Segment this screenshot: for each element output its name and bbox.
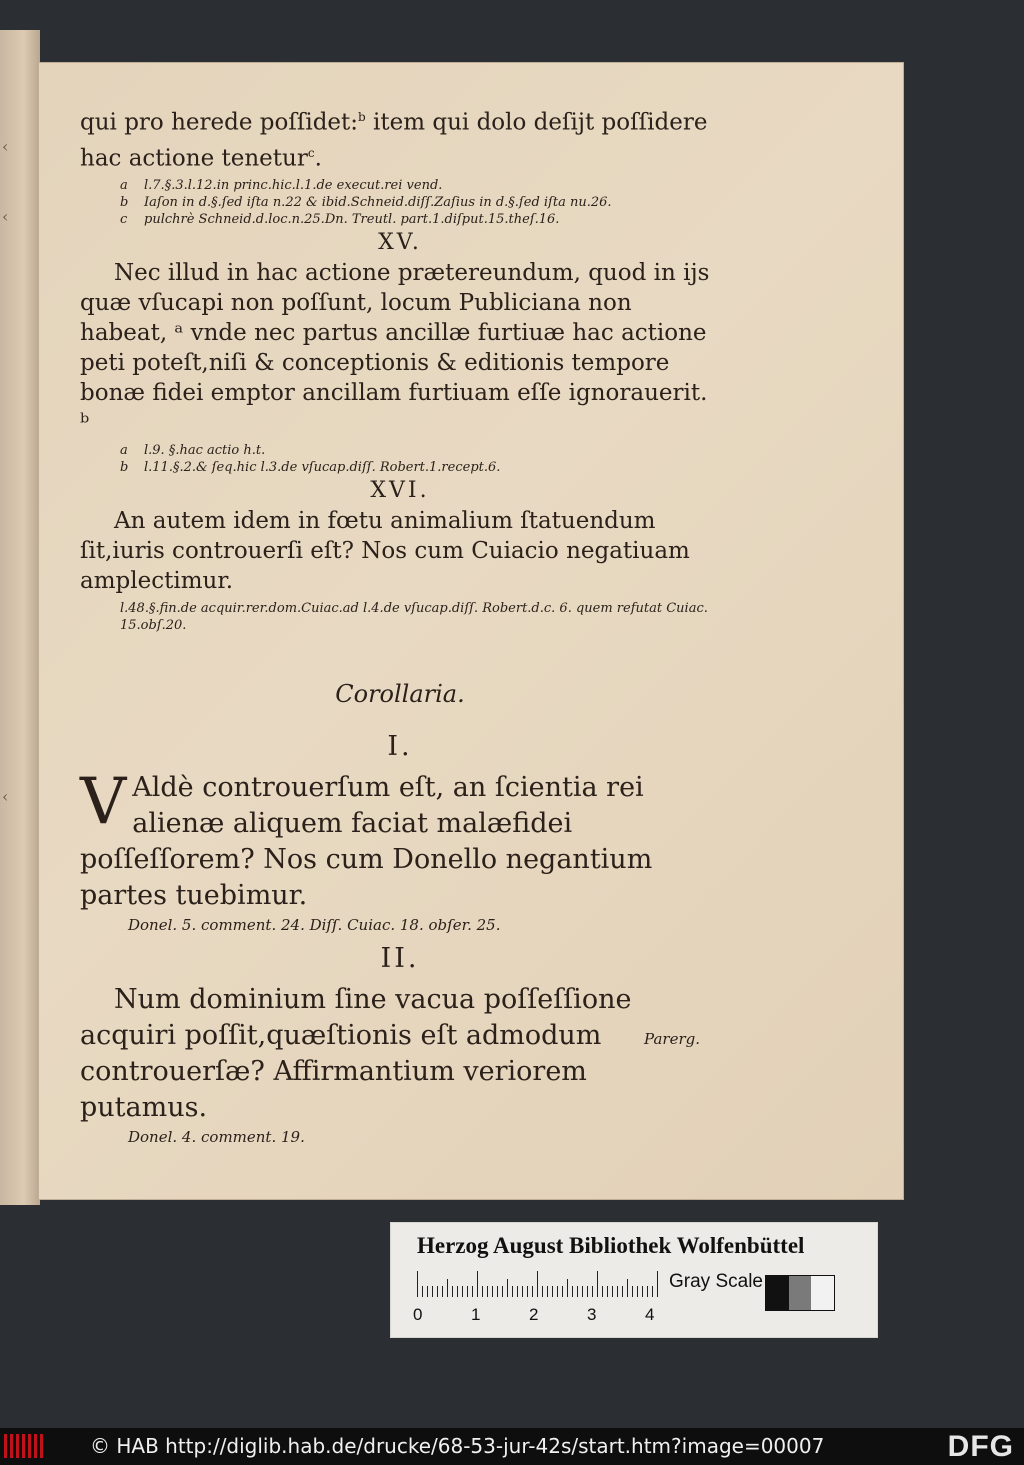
corollary-i: V Aldè controuerſum eſt, an ſcientia rei alienæ aliquem faciat malæfidei poſſeſſorem? Nos cum Donello negantium partes tuebimur. bbox=[80, 765, 653, 912]
ruler-tick bbox=[472, 1286, 473, 1297]
gray-scale-swatch bbox=[765, 1275, 835, 1311]
ruler-number: 2 bbox=[529, 1305, 539, 1324]
dfg-logo: DFG bbox=[947, 1430, 1014, 1463]
ruler-tick bbox=[477, 1271, 478, 1297]
paragraph-xvi: An autem idem in fœtu animalium ſtatuendum ſit,iuris controuerſi eſt? Nos cum Cuiacio negatiuam amplectimur. bbox=[80, 508, 690, 595]
drop-cap: V bbox=[80, 765, 127, 840]
ruler-tick bbox=[607, 1286, 608, 1297]
ruler-tick bbox=[597, 1271, 598, 1297]
ruler-tick bbox=[567, 1279, 568, 1297]
citation: Donel. 4. comment. 19. bbox=[128, 1128, 305, 1147]
ruler-tick bbox=[547, 1286, 548, 1297]
ruler-tick bbox=[592, 1286, 593, 1297]
catchword: Parerg. bbox=[644, 1030, 700, 1048]
ruler-tick bbox=[632, 1286, 633, 1297]
ruler-number: 0 bbox=[413, 1305, 423, 1324]
ruler-tick bbox=[627, 1279, 628, 1297]
ruler-tick bbox=[637, 1286, 638, 1297]
adjacent-page-edge bbox=[0, 30, 40, 1205]
ruler-tick bbox=[527, 1286, 528, 1297]
corollary-heading: I. bbox=[387, 731, 413, 763]
gray-swatch-light bbox=[811, 1276, 834, 1310]
ruler-tick bbox=[427, 1286, 428, 1297]
ruler-tick bbox=[587, 1286, 588, 1297]
footnotes-xv bbox=[120, 442, 720, 476]
sliver-mark: ‹ bbox=[2, 787, 9, 806]
section-heading: XVI. bbox=[370, 478, 430, 504]
ruler-tick bbox=[602, 1286, 603, 1297]
ruler-tick bbox=[577, 1286, 578, 1297]
ruler-tick bbox=[647, 1286, 648, 1297]
ruler-tick bbox=[622, 1286, 623, 1297]
ruler-tick bbox=[502, 1286, 503, 1297]
ruler-number: 4 bbox=[645, 1305, 655, 1324]
ruler-tick bbox=[457, 1286, 458, 1297]
ruler-tick bbox=[617, 1286, 618, 1297]
source-url[interactable]: © HAB http://diglib.hab.de/drucke/68-53-jur-42s/start.htm?image=00007 bbox=[90, 1434, 825, 1458]
footnote: a l.9. §.hac actio h.t. bbox=[120, 443, 266, 459]
ruler-tick bbox=[532, 1286, 533, 1297]
ruler-tick bbox=[572, 1286, 573, 1297]
page-text-block bbox=[80, 102, 720, 1148]
sliver-mark: ‹ bbox=[2, 207, 9, 226]
gray-swatch-dark bbox=[766, 1276, 789, 1310]
ruler-tick bbox=[517, 1286, 518, 1297]
viewer-footer bbox=[0, 1428, 1024, 1465]
ruler-tick bbox=[432, 1286, 433, 1297]
ruler-tick bbox=[492, 1286, 493, 1297]
gray-scale-label: Gray Scale bbox=[669, 1271, 763, 1292]
ruler-tick bbox=[482, 1286, 483, 1297]
ruler-tick bbox=[552, 1286, 553, 1297]
hab-logo-icon bbox=[4, 1434, 48, 1458]
ruler-tick bbox=[422, 1286, 423, 1297]
gray-swatch-mid bbox=[789, 1276, 812, 1310]
library-name: Herzog August Bibliothek Wolfenbüttel bbox=[417, 1233, 805, 1258]
ruler-tick bbox=[612, 1286, 613, 1297]
footnote: l.48.§.fin.de acquir.rer.dom.Cuiac.ad l.4.de vſucap.diſſ. Robert.d.c. 6. quem refutat Cuiac. 15.obſ.20. bbox=[120, 601, 708, 634]
ruler-number: 1 bbox=[471, 1305, 481, 1324]
ruler-tick bbox=[522, 1286, 523, 1297]
ruler-tick bbox=[642, 1286, 643, 1297]
ruler-tick bbox=[557, 1286, 558, 1297]
section-heading: XV. bbox=[378, 230, 422, 256]
corollaria-heading: Corollaria. bbox=[335, 680, 465, 709]
paragraph-xv: Nec illud in hac actione prætereundum, quod in ijs quæ vſucapi non poſſunt, locum Publiciana non habeat, ᵃ vnde nec partus ancillæ furtiuæ hac actione peti poteſt,niſi & conceptionis & editionis tempore bonæ fidei emptor ancillam furtiuam eſſe ignorauerit. ᵇ bbox=[80, 260, 710, 437]
footnote: b Iaſon in d.§.ſed iſta n.22 & ibid.Schneid.diſſ.Zaſius in d.§.ſed iſta nu.26. bbox=[120, 195, 612, 211]
ruler-tick bbox=[447, 1279, 448, 1297]
ruler-tick bbox=[487, 1286, 488, 1297]
footnotes-a bbox=[120, 177, 720, 228]
ruler-tick bbox=[437, 1286, 438, 1297]
sliver-mark: ‹ bbox=[2, 137, 9, 156]
ruler-tick bbox=[512, 1286, 513, 1297]
ruler-tick bbox=[452, 1286, 453, 1297]
ruler-tick bbox=[442, 1286, 443, 1297]
ruler-tick bbox=[582, 1286, 583, 1297]
ruler-tick bbox=[657, 1271, 658, 1297]
ruler-tick bbox=[417, 1271, 418, 1297]
citation: Donel. 5. comment. 24. Diſſ. Cuiac. 18. obſer. 25. bbox=[128, 916, 501, 935]
ruler-tick bbox=[462, 1286, 463, 1297]
ruler-number: 3 bbox=[587, 1305, 597, 1324]
ruler-tick bbox=[497, 1286, 498, 1297]
corollary-heading: II. bbox=[380, 943, 420, 975]
corollary-ii: Num dominium ſine vacua poſſeſſione acquiri poſſit,quæſtionis eſt admodum controuerſæ? Affirmantium veriorem putamus. bbox=[80, 984, 632, 1124]
scale-ruler bbox=[417, 1271, 661, 1297]
footnote: c pulchrè Schneid.d.loc.n.25.Dn. Treutl. part.1.diſput.15.theſ.16. bbox=[120, 212, 560, 228]
ruler-tick bbox=[467, 1286, 468, 1297]
color-reference-card bbox=[390, 1222, 878, 1338]
ruler-tick bbox=[562, 1286, 563, 1297]
book-page bbox=[38, 62, 904, 1200]
ruler-tick bbox=[537, 1271, 538, 1297]
footnote: a l.7.§.3.l.12.in princ.hic.l.1.de execut.rei vend. bbox=[120, 178, 443, 194]
ruler-tick bbox=[507, 1279, 508, 1297]
ruler-tick bbox=[542, 1286, 543, 1297]
footnote: b l.11.§.2.& ſeq.hic l.3.de vſucap.diſſ. Robert.1.recept.6. bbox=[120, 460, 501, 476]
paragraph-continuation: qui pro herede poſſidet:$^b$ item qui dolo deſijt poſſidere hac actione tenetur$^c$. bbox=[80, 109, 708, 172]
ruler-tick bbox=[652, 1286, 653, 1297]
